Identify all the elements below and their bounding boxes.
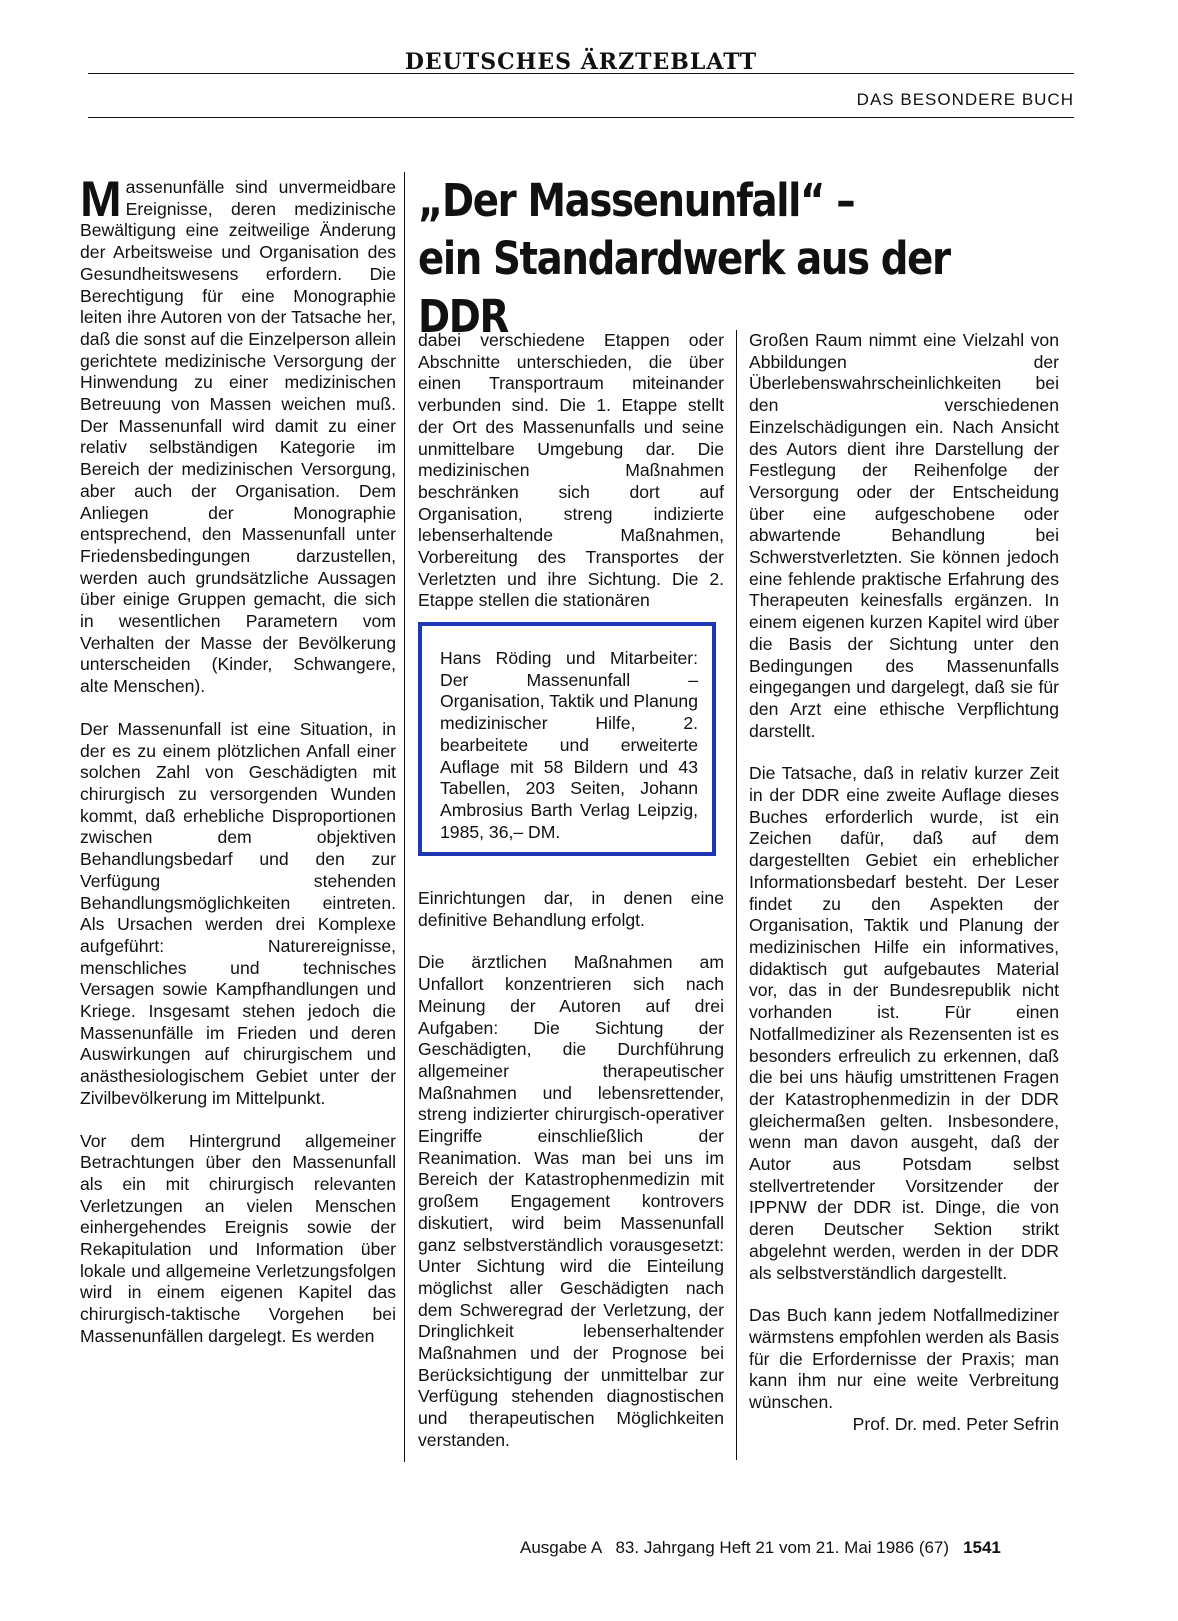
masthead-rule	[88, 73, 1074, 74]
headline	[418, 172, 986, 346]
dropcap: M	[80, 171, 122, 227]
book-info-box	[418, 622, 716, 856]
paragraph: Die Tatsache, daß in relativ kurzer Zeit in der DDR eine zweite Auflage dieses Buches erforderlich wurde, ist ein Zeichen dafür, daß auf dem dargestellten Gebiet ein erheblicher Informationsbedarf besteht. Der Leser findet zu den Aspekten der Organisation, Taktik und Planung der medizinischen Hilfe ein informatives, didaktisch gut aufgebautes Material vor, das in der Bundesrepublik nicht vorhanden ist. Für einen Notfallmediziner als Rezensenten ist es besonders erfreulich zu erkennen, daß die bei uns häufig umstrittenen Fragen der Katastrophenmedizin in der DDR gleichermaßen gelten. Insbesondere, wenn man davon ausgeht, daß der Autor aus Potsdam selbst stellvertretender Vorsitzender der IPPNW der DDR ist. Dinge, die von deren Deutscher Sektion strikt abgelehnt werden, werden in der DDR als selbstverständlich dargestellt.	[749, 763, 1059, 1283]
paragraph: Großen Raum nimmt eine Vielzahl von Abbildungen der Überlebenswahrscheinlichkeiten bei den verschiedenen Einzelschädigungen ein. Nach Ansicht des Autors dient ihre Darstellung der Festlegung der Reihenfolge der Versorgung oder der Entscheidung über eine aufgeschobene oder abwartende Behandlung bei Schwerstverletzten. Sie können jedoch eine fehlende praktische Erfahrung des Therapeuten keinesfalls ergänzen. In einem eigenen kurzen Kapitel wird über die Basis der Sichtung unter den Bedingungen des Massenunfalls eingegangen und dargelegt, daß sie für den Arzt eine ethische Verpflichtung darstellt.	[749, 330, 1059, 741]
column-3	[749, 330, 1059, 1435]
paragraph: dabei verschiedene Etappen oder Abschnitte unterschieden, die über einen Transportraum miteinander verbunden sind. Die 1. Etappe stellt der Ort des Massenunfalls und seine unmittelbare Umgebung dar. Die medizinischen Maßnahmen beschränken sich dort auf Organisation, streng indizierte lebenserhaltende Maßnahmen, Vorbereitung des Transportes der Verletzten und ihre Sichtung. Die 2. Etappe stellen die stationären	[418, 330, 724, 611]
headline-line-2: ein Standardwerk aus der DDR	[418, 232, 950, 343]
section-label: DAS BESONDERE BUCH	[856, 90, 1074, 109]
column-2-top	[418, 330, 724, 633]
book-info-text: Hans Röding und Mitarbeiter: Der Massenunfall – Organisation, Taktik und Planung medizinischer Hilfe, 2. bearbeitete und erweiterte Auflage mit 58 Bildern und 43 Tabellen, 203 Seiten, Johann Ambrosius Barth Verlag Leipzig, 1985, 36,– DM.	[440, 648, 698, 842]
intro-paragraph	[80, 171, 396, 698]
issue-info: Ausgabe A 83. Jahrgang Heft 21 vom 21. Mai 1986 (67)	[520, 1538, 950, 1557]
paragraph: Das Buch kann jedem Notfallmediziner wärmstens empfohlen werden als Basis für die Erfordernisse der Praxis; man kann ihm nur eine weite Verbreitung wünschen.	[749, 1305, 1059, 1413]
intro-text: assenunfälle sind unvermeidbare Ereignisse, deren medizinische Bewältigung eine zeitweilige Änderung der Arbeitsweise und Organisation des Gesundheitswesens erfordern. Die Berechtigung für eine Monographie leiten ihre Autoren von der Tatsache her, daß die sonst auf die Einzelperson allein gerichtete medizinische Versorgung der Hinwendung zu einer medizinischen Betreuung von Massen weichen muß. Der Massenunfall wird damit zu einer relativ selbständigen Kategorie im Bereich der medizinischen Versorgung, aber auch der Organisation. Dem Anliegen der Monographie entsprechend, den Massenunfall unter Friedensbedingungen darzustellen, werden auch grundsätzliche Aussagen über einige Gruppen gemacht, die sich in wesentlichen Parametern vom Verhalten der Masse der Bevölkerung unterscheiden (Kinder, Schwangere, alte Menschen).	[80, 177, 396, 697]
column-2-bottom	[418, 888, 724, 1473]
author-signature: Prof. Dr. med. Peter Sefrin	[852, 1413, 1059, 1434]
paragraph: Die ärztlichen Maßnahmen am Unfallort konzentrieren sich nach Meinung der Autoren auf drei Aufgaben: Die Sichtung der Geschädigten, die Durchführung allgemeiner therapeutischer Maßnahmen und lebensrettender, streng indizierter chirurgisch-operativer Eingriffe einschließlich der Reanimation. Was man bei uns im Bereich der Katastrophenmedizin mit großem Engagement kontrovers diskutiert, wird beim Massenunfall ganz selbstverständlich vorausgesetzt: Unter Sichtung wird die Einteilung möglichst aller Geschädigten nach dem Schweregrad der Verletzung, der Dringlichkeit lebenserhaltender Maßnahmen und der Prognose bei Berücksichtigung der unmittelbar zur Verfügung stehenden diagnostischen und therapeutischen Möglichkeiten verstanden.	[418, 952, 724, 1450]
column-1	[80, 171, 396, 1369]
section-rule	[88, 117, 1074, 118]
paragraph: Einrichtungen dar, in denen eine definitive Behandlung erfolgt.	[418, 888, 724, 930]
page-footer	[520, 1538, 1001, 1558]
paragraph: Der Massenunfall ist eine Situation, in der es zu einem plötzlichen Anfall einer solchen Zahl von Geschädigten mit chirurgisch zu versorgenden Wunden kommt, daß erhebliche Disproportionen zwischen dem objektiven Behandlungsbedarf und den zur Verfügung stehenden Behandlungsmöglichkeiten eintreten. Als Ursachen werden drei Komplexe aufgeführt: Naturereignisse, menschliches und technisches Versagen sowie Kampfhandlungen und Kriege. Insgesamt stehen jedoch die Massenunfälle im Frieden und deren Auswirkungen auf chirurgischem und anästhesiologischem Gebiet unter der Zivilbevölkerung im Mittelpunkt.	[80, 718, 396, 1108]
paragraph: Vor dem Hintergrund allgemeiner Betrachtungen über den Massenunfall als ein mit chirurgisch relevanten Verletzungen an vielen Menschen einhergehendes Ereignis sowie der Rekapitulation und Information über lokale und allgemeine Verletzungsfolgen wird in einem eigenen Kapitel das chirurgisch-taktische Vorgehen bei Massenunfällen dargelegt. Es werden	[80, 1130, 396, 1346]
column-divider	[404, 172, 405, 1462]
headline-line-1: „Der Massenunfall“ –	[418, 174, 855, 227]
page-number: 1541	[963, 1538, 1001, 1557]
column-divider	[736, 330, 737, 1460]
masthead: DEUTSCHES ÄRZTEBLATT	[404, 49, 758, 75]
